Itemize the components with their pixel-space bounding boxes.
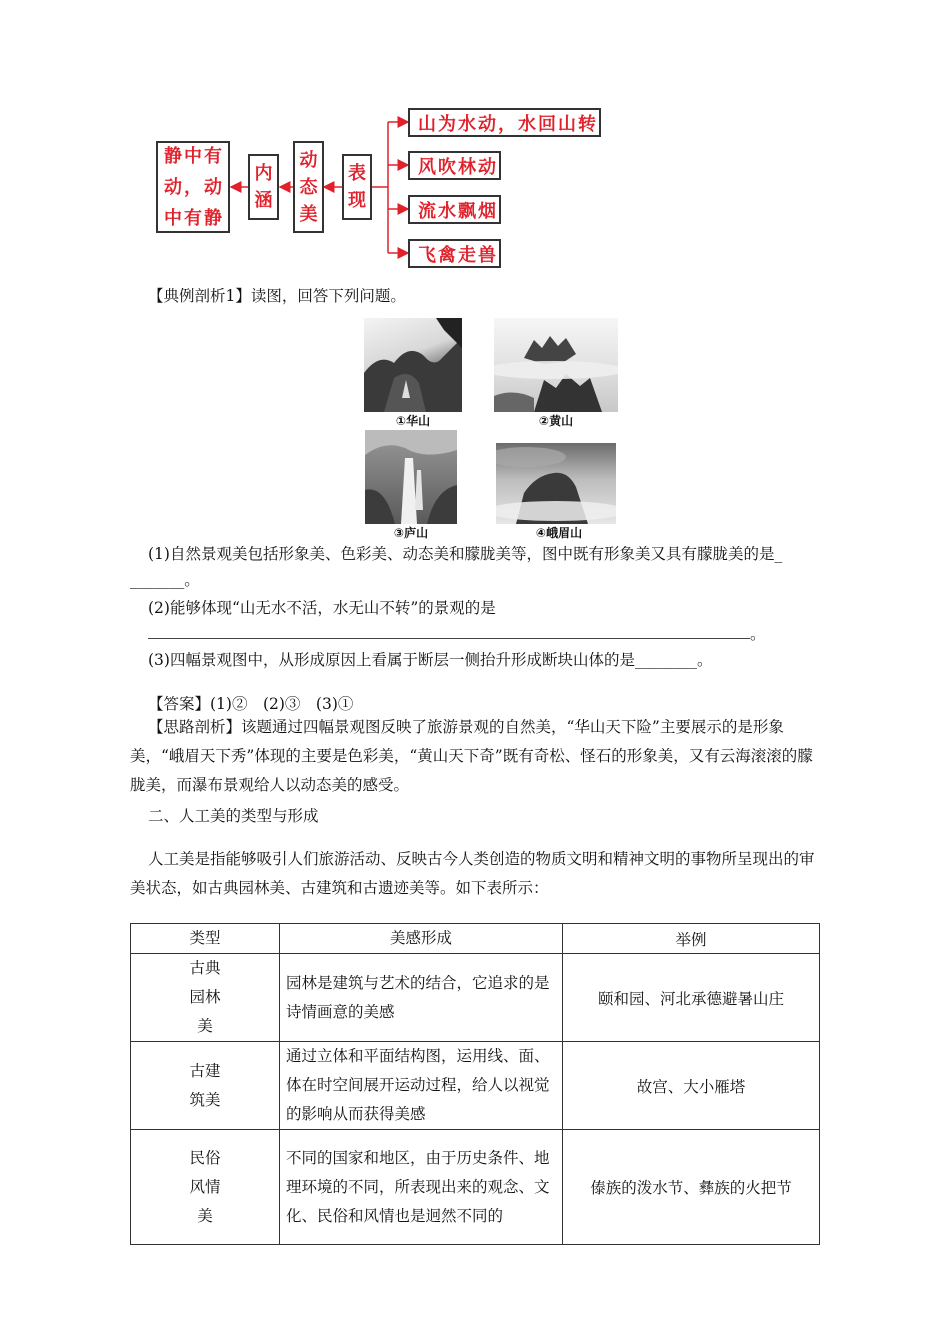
example-cell: 傣族的泼水节、彝族的火把节 — [563, 1130, 820, 1245]
artificial-beauty-table — [130, 923, 820, 1245]
formation-cell: 通过立体和平面结构图，运用线、面、体在时空间展开运动过程，给人以视觉的影响从而获得美感 — [280, 1042, 563, 1130]
box-char: 美 — [299, 203, 318, 225]
question-1: (1)自然景观美包括形象美、色彩美、动态美和朦胧美等，图中既有形象美又具有朦胧美的是_ — [148, 545, 783, 563]
diagram-box-biaoxian — [342, 154, 372, 220]
table-header-row — [131, 924, 820, 954]
type-line: 古典 — [189, 959, 221, 977]
example-heading: 【典例剖析1】读图，回答下列问题。 — [148, 287, 406, 305]
table-row — [131, 1042, 820, 1130]
section-2-title: 二、人工美的类型与形成 — [148, 807, 319, 825]
type-line: 古建 — [189, 1061, 221, 1080]
type-line: 美 — [197, 1206, 213, 1225]
type-line: 民俗 — [189, 1148, 221, 1167]
box-char: 内 — [254, 163, 273, 184]
lushan-image — [365, 430, 457, 524]
huashan-photo — [364, 318, 462, 412]
answer-line — [148, 638, 750, 639]
huashan-image — [364, 318, 462, 412]
lushan-photo — [365, 430, 457, 524]
diagram-item: 流水飘烟 — [408, 195, 501, 224]
type-line: 筑美 — [189, 1090, 221, 1109]
photo-caption: ③庐山 — [393, 526, 429, 540]
question-2-end: 。 — [750, 625, 766, 643]
type-cell — [131, 954, 280, 1042]
example-cell: 颐和园、河北承德避暑山庄 — [563, 954, 820, 1042]
type-cell — [131, 1042, 280, 1130]
diagram-box-neihan — [248, 154, 279, 220]
diagram-box-result — [156, 141, 230, 233]
example-cell: 故宫、大小雁塔 — [563, 1042, 820, 1130]
photo-caption: ②黄山 — [538, 414, 574, 428]
result-line: 动，动 — [164, 176, 224, 198]
formation-cell: 不同的国家和地区，由于历史条件、地理环境的不同，所表现出来的观念、文化、民俗和风情也是迥然不同的 — [280, 1130, 563, 1245]
box-char: 表 — [348, 163, 366, 184]
column-header: 举例 — [563, 924, 820, 954]
type-cell — [131, 1130, 280, 1245]
column-header: 类型 — [131, 924, 280, 954]
photo-caption: ①华山 — [395, 414, 431, 428]
result-line: 中有静 — [164, 207, 224, 229]
huangshan-image — [494, 318, 618, 412]
table-row — [131, 1130, 820, 1245]
question-3: (3)四幅景观图中，从形成原因上看属于断层一侧抬升形成断块山体的是________。 — [148, 651, 713, 669]
table-row — [131, 954, 820, 1042]
type-line: 园林 — [189, 988, 221, 1006]
box-char: 涵 — [254, 190, 273, 211]
question-1-blank: _______。 — [130, 571, 200, 589]
section-2-intro: 人工美是指能够吸引人们旅游活动、反映古今人类创造的物质文明和精神文明的事物所呈现出的审美状态，如古典园林美、古建筑和古遗迹美等。如下表所示： — [130, 850, 815, 897]
box-char: 动 — [299, 149, 318, 171]
box-char: 现 — [348, 190, 366, 211]
huangshan-photo — [494, 318, 618, 412]
diagram-arrows — [0, 0, 950, 280]
type-line: 风情 — [189, 1177, 221, 1196]
emeishan-image — [496, 443, 616, 524]
diagram-item: 山为水动，水回山转 — [408, 108, 601, 137]
answer: 【答案】(1)② (2)③ (3)① — [148, 695, 354, 713]
formation-cell: 园林是建筑与艺术的结合，它追求的是诗情画意的美感 — [280, 954, 563, 1042]
diagram-item: 风吹林动 — [408, 151, 501, 180]
column-header: 美感形成 — [280, 924, 563, 954]
analysis-paragraph: 【思路剖析】该题通过四幅景观图反映了旅游景观的自然美，“华山天下险”主要展示的是形象美，“峨眉天下秀”体现的主要是色彩美，“黄山天下奇”既有奇松、怪石的形象美，又有云海滚滚的朦胧美，而瀑布景观给人以动态美的感受。 — [130, 718, 813, 794]
photo-caption: ④峨眉山 — [535, 526, 583, 540]
question-2: (2)能够体现“山无水不活，水无山不转”的景观的是 — [148, 599, 496, 617]
result-line: 静中有 — [164, 145, 224, 167]
diagram-box-dongtaimei — [293, 141, 324, 233]
emeishan-photo — [496, 443, 616, 524]
type-line: 美 — [197, 1017, 213, 1035]
box-char: 态 — [299, 176, 318, 198]
diagram-item: 飞禽走兽 — [408, 239, 501, 268]
